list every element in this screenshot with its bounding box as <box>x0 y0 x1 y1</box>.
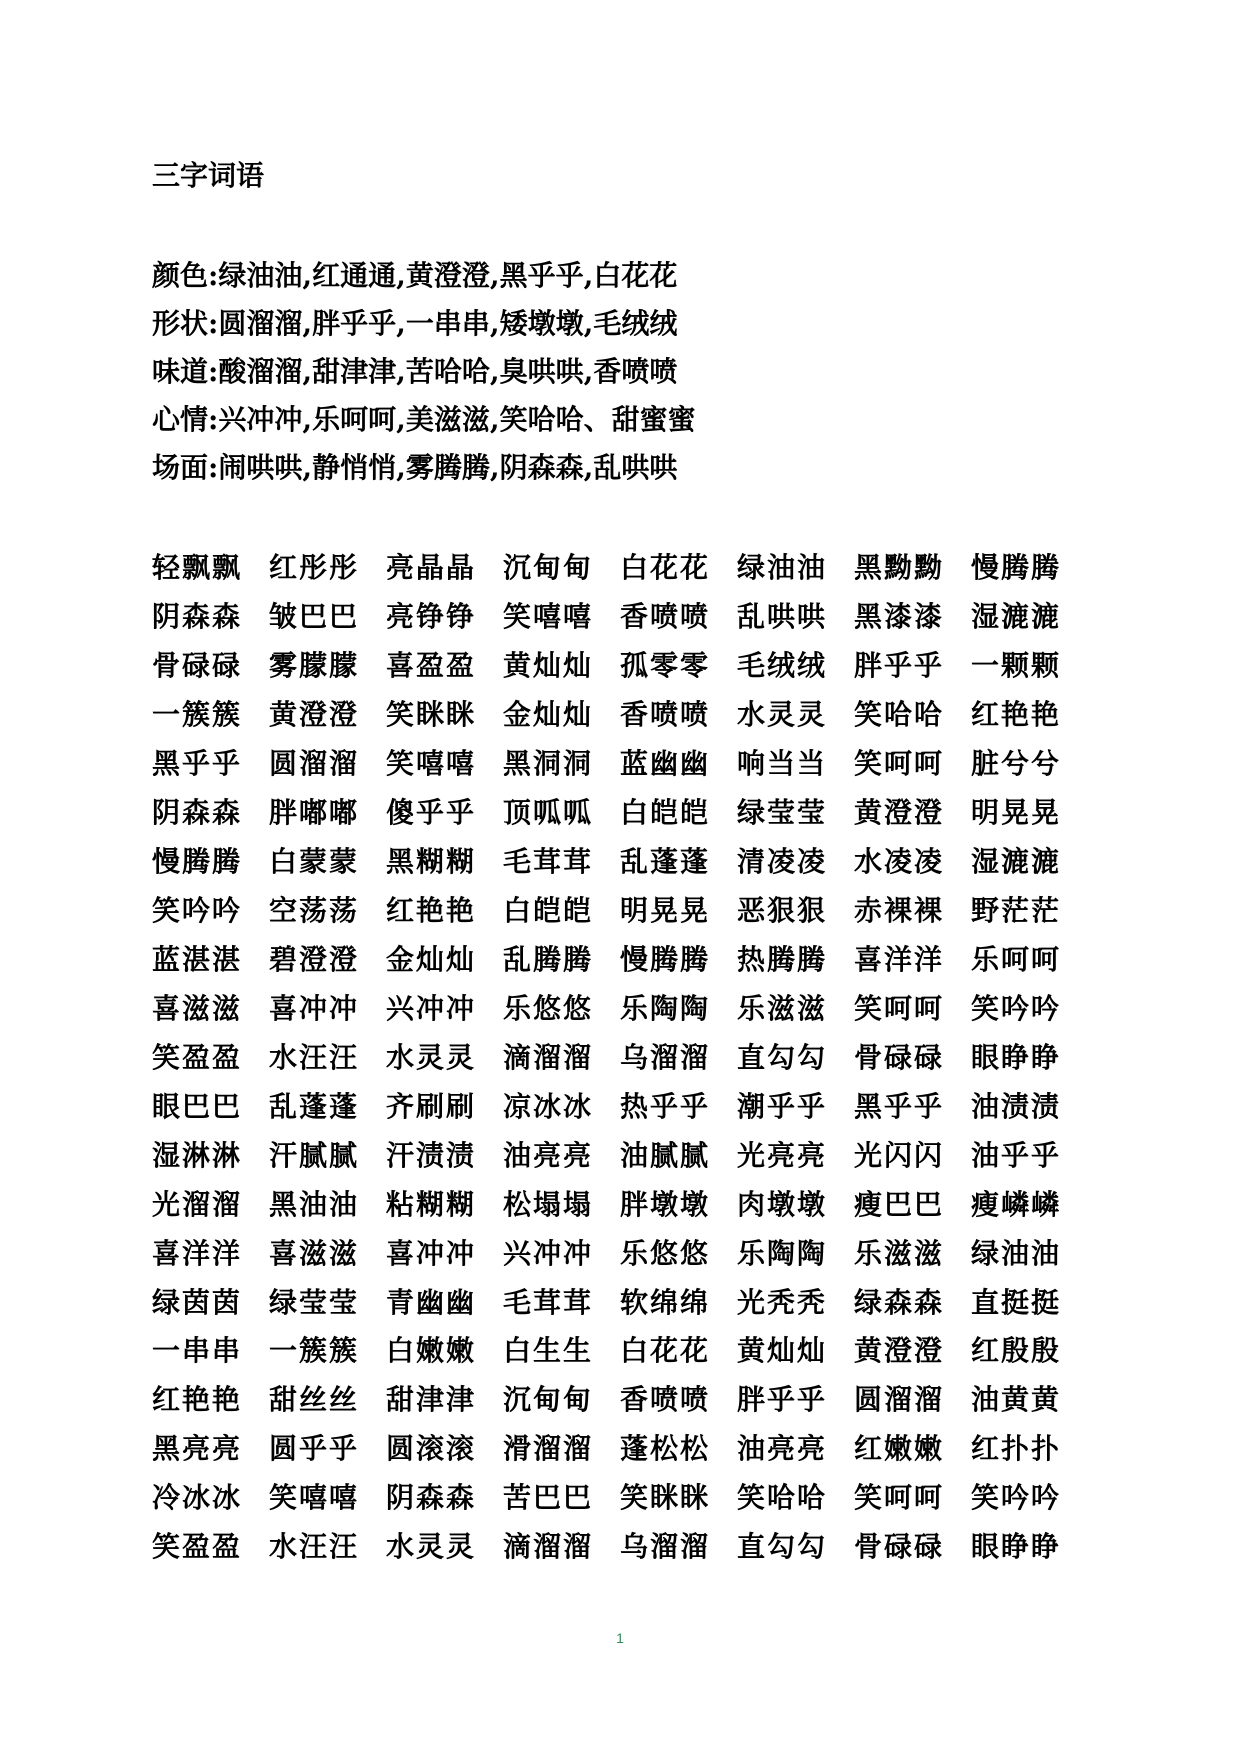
word-item: 孤零零 <box>620 649 711 683</box>
word-row <box>152 1229 1092 1278</box>
word-item: 水汪汪 <box>269 1040 360 1074</box>
word-item: 汗腻腻 <box>269 1138 360 1172</box>
word-item: 碧澄澄 <box>269 942 360 976</box>
word-item: 轻飘飘 <box>152 551 243 585</box>
word-item: 蓝幽幽 <box>620 747 711 781</box>
word-item: 绿茵茵 <box>152 1285 243 1319</box>
word-item: 软绵绵 <box>620 1285 711 1319</box>
word-item: 湿淋淋 <box>152 1138 243 1172</box>
word-item: 乱哄哄 <box>737 600 828 634</box>
word-item: 慢腾腾 <box>620 942 711 976</box>
word-item: 乐悠悠 <box>620 1236 711 1270</box>
word-item: 滴溜溜 <box>503 1040 594 1074</box>
word-item: 圆溜溜 <box>269 747 360 781</box>
word-item: 光秃秃 <box>737 1285 828 1319</box>
word-item: 清凌凌 <box>737 845 828 879</box>
word-item: 热腾腾 <box>737 942 828 976</box>
word-row <box>152 593 1092 642</box>
word-item: 滑溜溜 <box>503 1432 594 1466</box>
word-item: 兴冲冲 <box>503 1236 594 1270</box>
word-item: 直勾勾 <box>737 1530 828 1564</box>
word-item: 乐滋滋 <box>854 1236 945 1270</box>
word-item: 水汪汪 <box>269 1530 360 1564</box>
word-row <box>152 838 1092 887</box>
word-item: 胖乎乎 <box>854 649 945 683</box>
word-item: 骨碌碌 <box>854 1530 945 1564</box>
category-line: 形状:圆溜溜,胖乎乎,一串串,矮墩墩,毛绒绒 <box>152 307 678 340</box>
word-item: 兴冲冲 <box>386 991 477 1025</box>
word-item: 顶呱呱 <box>503 796 594 830</box>
page-title: 三字词语 <box>152 159 265 192</box>
word-item: 白皑皑 <box>620 796 711 830</box>
word-item: 肉墩墩 <box>737 1187 828 1221</box>
word-item: 慢腾腾 <box>152 845 243 879</box>
word-item: 亮晶晶 <box>386 551 477 585</box>
word-item: 绿森森 <box>854 1285 945 1319</box>
word-item: 黑糊糊 <box>386 845 477 879</box>
word-item: 红嫩嫩 <box>854 1432 945 1466</box>
word-item: 黄灿灿 <box>737 1334 828 1368</box>
word-item: 油亮亮 <box>503 1138 594 1172</box>
word-item: 沉甸甸 <box>503 551 594 585</box>
word-item: 油亮亮 <box>737 1432 828 1466</box>
word-item: 胖嘟嘟 <box>269 796 360 830</box>
word-item: 白花花 <box>620 551 711 585</box>
word-row <box>152 789 1092 838</box>
word-item: 阴森森 <box>152 796 243 830</box>
word-item: 笑嘻嘻 <box>503 600 594 634</box>
word-item: 毛绒绒 <box>737 649 828 683</box>
word-row <box>152 1425 1092 1474</box>
word-item: 笑嘻嘻 <box>269 1481 360 1515</box>
word-item: 水凌凌 <box>854 845 945 879</box>
word-item: 黑乎乎 <box>152 747 243 781</box>
word-item: 湿漉漉 <box>971 600 1062 634</box>
word-item: 阴森森 <box>386 1481 477 1515</box>
word-item: 白皑皑 <box>503 894 594 928</box>
word-item: 笑盈盈 <box>152 1040 243 1074</box>
word-item: 湿漉漉 <box>971 845 1062 879</box>
word-row <box>152 1523 1092 1572</box>
word-item: 一串串 <box>152 1334 243 1368</box>
word-item: 齐刷刷 <box>386 1089 477 1123</box>
word-item: 皱巴巴 <box>269 600 360 634</box>
word-item: 红彤彤 <box>269 551 360 585</box>
word-row <box>152 691 1092 740</box>
category-list <box>152 254 696 494</box>
word-item: 水灵灵 <box>386 1040 477 1074</box>
word-item: 喜洋洋 <box>854 942 945 976</box>
word-item: 黑漆漆 <box>854 600 945 634</box>
word-item: 光闪闪 <box>854 1138 945 1172</box>
word-item: 响当当 <box>737 747 828 781</box>
word-item: 蓝湛湛 <box>152 942 243 976</box>
word-item: 乐陶陶 <box>737 1236 828 1270</box>
word-item: 黄灿灿 <box>503 649 594 683</box>
word-item: 阴森森 <box>152 600 243 634</box>
word-item: 乐呵呵 <box>971 942 1062 976</box>
word-item: 眼巴巴 <box>152 1089 243 1123</box>
word-item: 笑吟吟 <box>971 1481 1062 1515</box>
word-item: 眼睁睁 <box>971 1040 1062 1074</box>
word-row <box>152 1180 1092 1229</box>
word-item: 冷冰冰 <box>152 1481 243 1515</box>
word-item: 赤裸裸 <box>854 894 945 928</box>
word-item: 笑吟吟 <box>971 991 1062 1025</box>
word-item: 松塌塌 <box>503 1187 594 1221</box>
word-item: 乱腾腾 <box>503 942 594 976</box>
word-item: 香喷喷 <box>620 698 711 732</box>
word-item: 绿莹莹 <box>737 796 828 830</box>
word-item: 傻乎乎 <box>386 796 477 830</box>
word-item: 喜滋滋 <box>269 1236 360 1270</box>
word-item: 骨碌碌 <box>152 649 243 683</box>
category-line: 场面:闹哄哄,静悄悄,雾腾腾,阴森森,乱哄哄 <box>152 451 678 484</box>
word-item: 绿油油 <box>737 551 828 585</box>
word-item: 瘦巴巴 <box>854 1187 945 1221</box>
word-item: 沉甸甸 <box>503 1383 594 1417</box>
word-item: 圆滚滚 <box>386 1432 477 1466</box>
word-item: 黄澄澄 <box>854 1334 945 1368</box>
word-item: 胖墩墩 <box>620 1187 711 1221</box>
word-item: 黑乎乎 <box>854 1089 945 1123</box>
category-line: 味道:酸溜溜,甜津津,苦哈哈,臭哄哄,香喷喷 <box>152 355 678 388</box>
category-line: 颜色:绿油油,红通通,黄澄澄,黑乎乎,白花花 <box>152 259 678 292</box>
word-item: 青幽幽 <box>386 1285 477 1319</box>
word-item: 骨碌碌 <box>854 1040 945 1074</box>
word-item: 空荡荡 <box>269 894 360 928</box>
word-item: 白蒙蒙 <box>269 845 360 879</box>
word-item: 水灵灵 <box>737 698 828 732</box>
word-item: 金灿灿 <box>503 698 594 732</box>
word-item: 毛茸茸 <box>503 845 594 879</box>
word-item: 笑哈哈 <box>854 698 945 732</box>
word-item: 乐悠悠 <box>503 991 594 1025</box>
word-item: 红艳艳 <box>971 698 1062 732</box>
word-row <box>152 1082 1092 1131</box>
word-item: 红殷殷 <box>971 1334 1062 1368</box>
word-item: 油渍渍 <box>971 1089 1062 1123</box>
word-item: 明晃晃 <box>971 796 1062 830</box>
word-item: 汗渍渍 <box>386 1138 477 1172</box>
word-item: 黑油油 <box>269 1187 360 1221</box>
word-item: 白生生 <box>503 1334 594 1368</box>
word-item: 甜丝丝 <box>269 1383 360 1417</box>
word-item: 胖乎乎 <box>737 1383 828 1417</box>
word-item: 凉冰冰 <box>503 1089 594 1123</box>
word-item: 绿莹莹 <box>269 1285 360 1319</box>
word-row <box>152 1278 1092 1327</box>
word-item: 光亮亮 <box>737 1138 828 1172</box>
word-item: 红艳艳 <box>152 1383 243 1417</box>
word-item: 油黄黄 <box>971 1383 1062 1417</box>
word-item: 香喷喷 <box>620 1383 711 1417</box>
word-item: 蓬松松 <box>620 1432 711 1466</box>
word-item: 笑哈哈 <box>737 1481 828 1515</box>
word-item: 瘦嶙嶙 <box>971 1187 1062 1221</box>
word-item: 绿油油 <box>971 1236 1062 1270</box>
word-item: 脏兮兮 <box>971 747 1062 781</box>
word-item: 黑洞洞 <box>503 747 594 781</box>
word-row <box>152 1131 1092 1180</box>
word-item: 乌溜溜 <box>620 1530 711 1564</box>
word-item: 喜冲冲 <box>386 1236 477 1270</box>
word-item: 黑亮亮 <box>152 1432 243 1466</box>
word-item: 喜滋滋 <box>152 991 243 1025</box>
word-item: 滴溜溜 <box>503 1530 594 1564</box>
word-item: 潮乎乎 <box>737 1089 828 1123</box>
word-row <box>152 642 1092 691</box>
word-item: 水灵灵 <box>386 1530 477 1564</box>
word-item: 笑吟吟 <box>152 894 243 928</box>
word-item: 雾朦朦 <box>269 649 360 683</box>
word-row <box>152 887 1092 936</box>
word-item: 笑呵呵 <box>854 747 945 781</box>
word-item: 笑盈盈 <box>152 1530 243 1564</box>
word-item: 乌溜溜 <box>620 1040 711 1074</box>
word-item: 乱蓬蓬 <box>620 845 711 879</box>
word-item: 笑眯眯 <box>620 1481 711 1515</box>
word-item: 直挺挺 <box>971 1285 1062 1319</box>
word-item: 恶狠狠 <box>737 894 828 928</box>
word-row <box>152 1376 1092 1425</box>
word-item: 一簇簇 <box>152 698 243 732</box>
word-row <box>152 740 1092 789</box>
word-item: 乱蓬蓬 <box>269 1089 360 1123</box>
word-item: 乐陶陶 <box>620 991 711 1025</box>
word-item: 粘糊糊 <box>386 1187 477 1221</box>
word-item: 香喷喷 <box>620 600 711 634</box>
word-item: 直勾勾 <box>737 1040 828 1074</box>
word-item: 乐滋滋 <box>737 991 828 1025</box>
word-row <box>152 1327 1092 1376</box>
word-item: 眼睁睁 <box>971 1530 1062 1564</box>
word-item: 金灿灿 <box>386 942 477 976</box>
word-item: 热乎乎 <box>620 1089 711 1123</box>
word-row <box>152 936 1092 985</box>
word-item: 油腻腻 <box>620 1138 711 1172</box>
word-item: 笑嘻嘻 <box>386 747 477 781</box>
word-item: 明晃晃 <box>620 894 711 928</box>
word-row <box>152 1474 1092 1523</box>
word-item: 喜冲冲 <box>269 991 360 1025</box>
word-item: 笑眯眯 <box>386 698 477 732</box>
word-row <box>152 1033 1092 1082</box>
word-item: 甜津津 <box>386 1383 477 1417</box>
word-item: 笑呵呵 <box>854 991 945 1025</box>
word-item: 圆溜溜 <box>854 1383 945 1417</box>
word-item: 喜盈盈 <box>386 649 477 683</box>
word-item: 笑呵呵 <box>854 1481 945 1515</box>
word-row <box>152 984 1092 1033</box>
word-item: 慢腾腾 <box>971 551 1062 585</box>
category-line: 心情:兴冲冲,乐呵呵,美滋滋,笑哈哈、甜蜜蜜 <box>152 403 696 436</box>
word-item: 白嫩嫩 <box>386 1334 477 1368</box>
word-item: 黑黝黝 <box>854 551 945 585</box>
word-item: 圆乎乎 <box>269 1432 360 1466</box>
word-item: 红艳艳 <box>386 894 477 928</box>
word-item: 亮铮铮 <box>386 600 477 634</box>
word-item: 一簇簇 <box>269 1334 360 1368</box>
word-item: 黄澄澄 <box>854 796 945 830</box>
word-item: 白花花 <box>620 1334 711 1368</box>
word-row <box>152 544 1092 593</box>
word-item: 喜洋洋 <box>152 1236 243 1270</box>
word-item: 毛茸茸 <box>503 1285 594 1319</box>
word-item: 油乎乎 <box>971 1138 1062 1172</box>
page-number: 1 <box>616 1630 624 1646</box>
word-item: 苦巴巴 <box>503 1481 594 1515</box>
word-item: 红扑扑 <box>971 1432 1062 1466</box>
word-item: 一颗颗 <box>971 649 1062 683</box>
word-grid <box>152 544 1092 1572</box>
word-item: 黄澄澄 <box>269 698 360 732</box>
word-item: 野茫茫 <box>971 894 1062 928</box>
word-item: 光溜溜 <box>152 1187 243 1221</box>
